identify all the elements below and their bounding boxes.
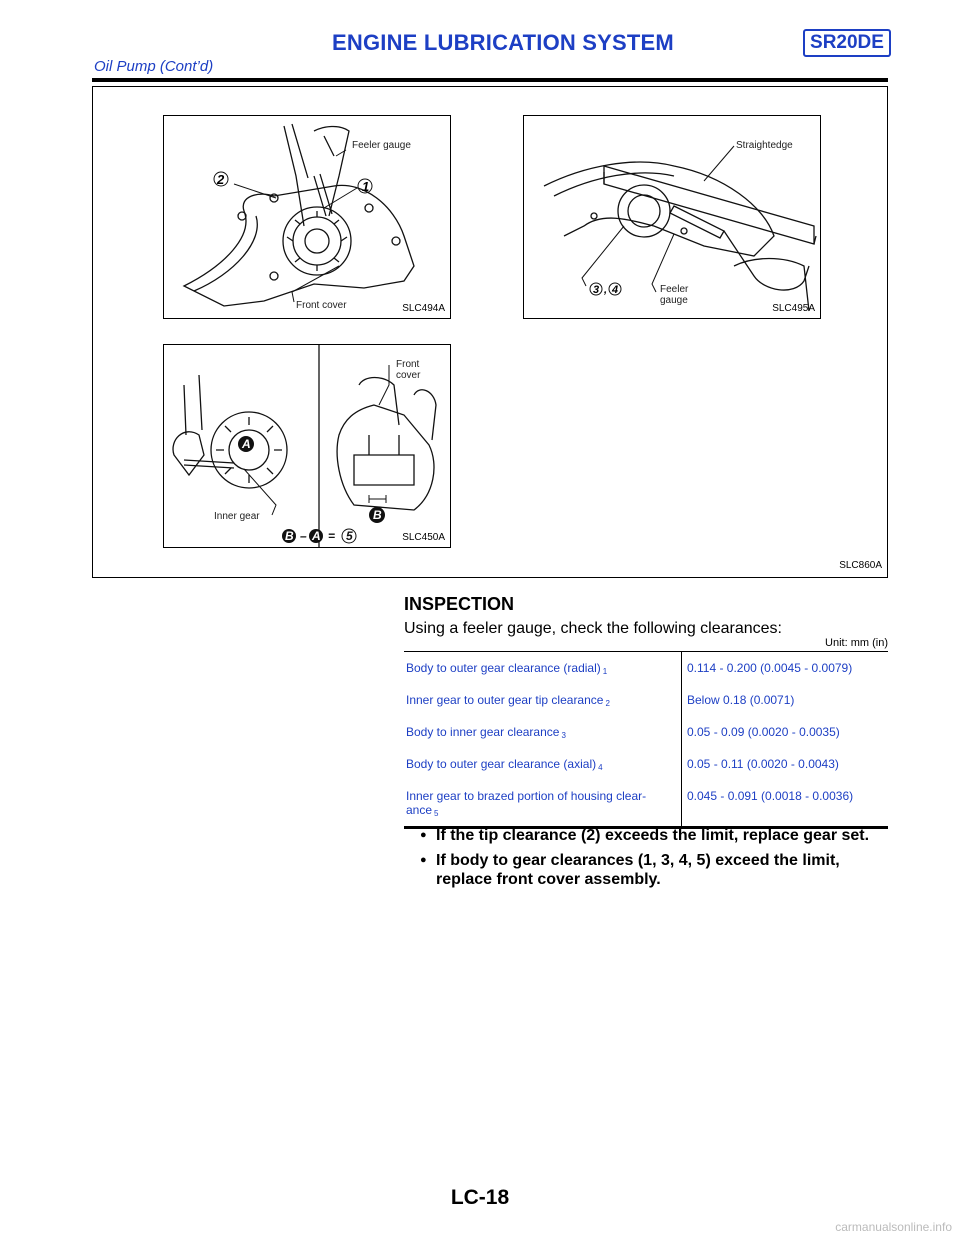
inspection-heading: INSPECTION (404, 594, 515, 614)
clearance-value: 0.045 - 0.091 (0.0018 - 0.0036) (687, 789, 854, 803)
bullet-icon: ● (420, 854, 427, 866)
feeler-label-line1: Feeler (660, 284, 689, 295)
svg-text:=: = (328, 529, 336, 543)
figure-code: SLC495A (772, 303, 815, 314)
clearance-value: Below 0.18 (0.0071) (687, 693, 795, 707)
engine-code-badge: SR20DE (803, 29, 891, 57)
front-cover-label: Front cover (296, 300, 347, 311)
feeler-label-line2: gauge (660, 295, 688, 306)
illustration-frame (92, 86, 888, 578)
front-cover-label-line2: cover (396, 370, 421, 381)
svg-text:4: 4 (612, 284, 619, 296)
table-row (404, 684, 888, 716)
svg-text:A: A (242, 437, 251, 451)
clearance-item: Inner gear to outer gear tip clearance $_2$ (404, 684, 682, 716)
front-cover-label-line1: Front (396, 359, 420, 370)
clearance-table (404, 651, 888, 829)
illustration-panel-brazed-check (163, 344, 451, 548)
table-row (404, 780, 888, 826)
unit-label: Unit: mm (in) (825, 637, 888, 649)
clearance-value: 0.05 - 0.11 (0.0020 - 0.0043) (687, 757, 839, 771)
section-title: ENGINE LUBRICATION SYSTEM (332, 30, 674, 55)
table-row (404, 748, 888, 780)
svg-text:–: – (300, 529, 307, 543)
inspection-intro: Using a feeler gauge, check the following clearances: (404, 620, 782, 637)
clearance-value: 0.05 - 0.09 (0.0020 - 0.0035) (687, 725, 840, 739)
feeler-gauge-label: Feeler gauge (352, 140, 411, 151)
figure-code: SLC450A (402, 532, 445, 543)
bullet-icon: ● (420, 829, 427, 841)
svg-text:,: , (604, 284, 608, 296)
svg-text:B: B (373, 508, 382, 522)
figure-code: SLC860A (839, 560, 882, 571)
page-number: LC-18 (450, 1186, 510, 1209)
table-row (404, 716, 888, 748)
clearance-value: 0.114 - 0.200 (0.0045 - 0.0079) (687, 661, 853, 675)
illustration-panel-radial-check (163, 115, 451, 319)
clearance-item: Body to outer gear clearance (radial) $_1$ (404, 652, 682, 684)
list-item: ● If the tip clearance (2) exceeds the limit, replace gear set. (420, 827, 870, 844)
inner-gear-label: Inner gear (214, 511, 260, 522)
svg-text:1: 1 (362, 179, 370, 194)
svg-text:2: 2 (217, 172, 225, 187)
svg-text:A: A (312, 529, 321, 543)
clearance-item: Body to outer gear clearance (axial) $_4$ (404, 748, 682, 780)
clearance-item: Inner gear to brazed portion of housing clear-ance $_5$ (404, 780, 682, 826)
notes-list (422, 826, 892, 895)
figure-code: SLC494A (402, 303, 445, 314)
table-row (404, 652, 888, 684)
svg-text:5: 5 (346, 529, 353, 543)
clearance-item: Body to inner gear clearance $_3$ (404, 716, 682, 748)
illustration-panel-axial-check (523, 115, 821, 319)
header-rule (92, 78, 888, 82)
list-item: ● If body to gear clearances (1, 3, 4, 5) exceed the limit, replace front cover assembly. (420, 852, 840, 888)
watermark: carmanualsonline.info (835, 1220, 952, 1234)
straightedge-label: Straightedge (736, 140, 793, 151)
svg-text:3: 3 (593, 284, 600, 296)
svg-text:B: B (285, 529, 294, 543)
subsection-title: Oil Pump (Cont’d) (94, 58, 214, 75)
